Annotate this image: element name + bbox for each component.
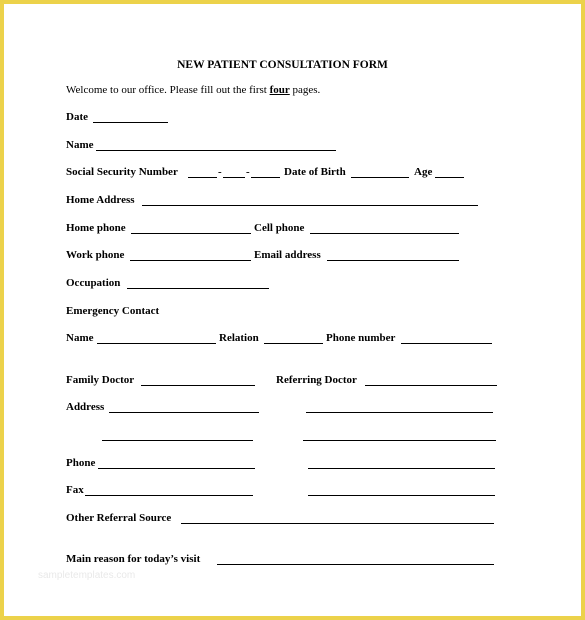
ssn-field-1[interactable] [188, 177, 217, 178]
home-address-field[interactable] [142, 205, 478, 206]
family-doctor-fax-field[interactable] [85, 495, 253, 496]
cell-phone-label: Cell phone [254, 222, 305, 234]
welcome-suffix: pages. [289, 84, 321, 96]
referring-doctor-fax-field[interactable] [308, 495, 495, 496]
other-referral-field[interactable] [181, 523, 494, 524]
home-phone-field[interactable] [131, 233, 251, 234]
work-phone-field[interactable] [130, 260, 251, 261]
occupation-label: Occupation [66, 277, 121, 289]
referring-doctor-address-field-2[interactable] [303, 440, 496, 441]
email-label: Email address [254, 249, 321, 261]
phone-number-field[interactable] [401, 343, 492, 344]
main-reason-label: Main reason for today’s visit [66, 553, 201, 565]
ssn-dash-1: - [218, 166, 222, 178]
home-phone-label: Home phone [66, 222, 126, 234]
emergency-contact-heading: Emergency Contact [66, 305, 160, 317]
ssn-dash-2: - [246, 166, 250, 178]
referring-doctor-field[interactable] [365, 385, 497, 386]
relation-field[interactable] [264, 343, 323, 344]
dob-field[interactable] [351, 177, 409, 178]
family-doctor-phone-field[interactable] [98, 468, 255, 469]
referring-doctor-phone-field[interactable] [308, 468, 495, 469]
referring-doctor-label: Referring Doctor [276, 374, 357, 386]
family-doctor-field[interactable] [141, 385, 255, 386]
ssn-field-2[interactable] [223, 177, 245, 178]
welcome-emphasis: four [269, 84, 290, 96]
family-doctor-address-field-2[interactable] [102, 440, 253, 441]
dob-label: Date of Birth [284, 166, 346, 178]
family-doctor-label: Family Doctor [66, 374, 135, 386]
name-label: Name [66, 139, 94, 151]
phone-label: Phone [66, 457, 96, 469]
home-address-label: Home Address [66, 194, 135, 206]
phone-number-label: Phone number [326, 332, 396, 344]
date-field[interactable] [93, 122, 168, 123]
ec-name-label: Name [66, 332, 94, 344]
watermark: sampletemplates.com [38, 570, 136, 581]
occupation-field[interactable] [127, 288, 269, 289]
referring-doctor-address-field[interactable] [306, 412, 493, 413]
ec-name-field[interactable] [97, 343, 216, 344]
ssn-label: Social Security Number [66, 166, 178, 178]
form-page [4, 4, 581, 616]
form-title: NEW PATIENT CONSULTATION FORM [177, 59, 388, 71]
email-field[interactable] [327, 260, 459, 261]
name-field[interactable] [96, 150, 336, 151]
cell-phone-field[interactable] [310, 233, 459, 234]
date-label: Date [66, 111, 88, 123]
age-field[interactable] [435, 177, 464, 178]
welcome-prefix: Welcome to our office. Please fill out the first [66, 84, 270, 96]
work-phone-label: Work phone [66, 249, 125, 261]
ssn-field-3[interactable] [251, 177, 280, 178]
welcome-text [66, 84, 320, 97]
fax-label: Fax [66, 484, 84, 496]
other-referral-label: Other Referral Source [66, 512, 172, 524]
address-label: Address [66, 401, 105, 413]
main-reason-field[interactable] [217, 564, 494, 565]
family-doctor-address-field[interactable] [109, 412, 259, 413]
age-label: Age [414, 166, 433, 178]
relation-label: Relation [219, 332, 259, 344]
